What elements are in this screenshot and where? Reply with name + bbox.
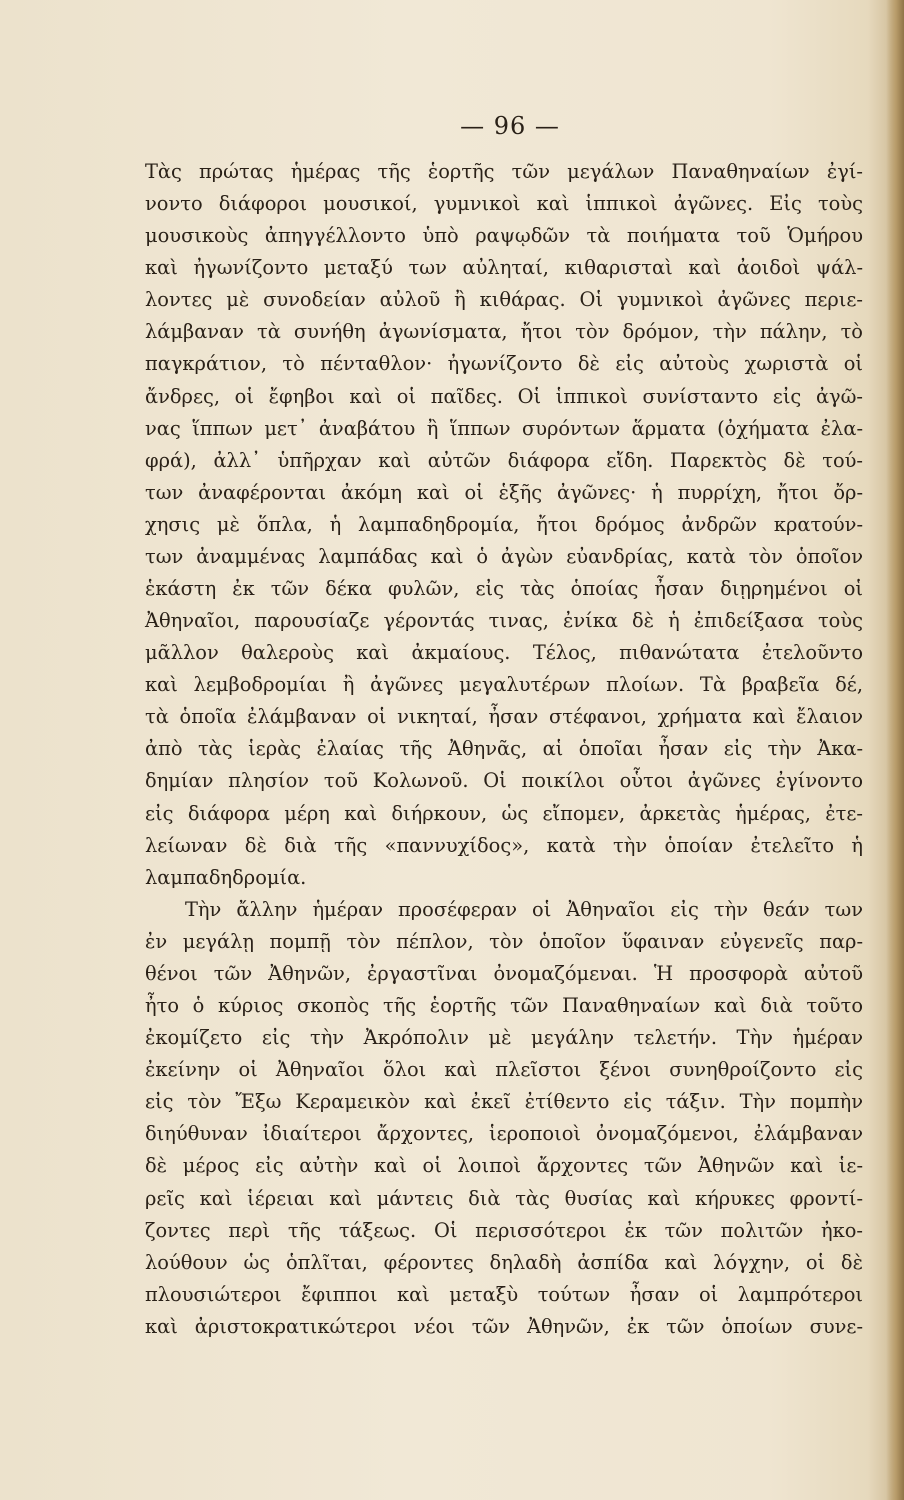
text-line: εἰς τὸν Ἔξω Κεραμεικὸν καὶ ἐκεῖ ἐτίθεντο εἰς τάξιν. Τὴν πομπὴν [145,1090,863,1114]
text-line: θένοι τῶν Ἀθηνῶν, ἐργαστῖναι ὀνομαζόμεναι. Ἡ προσφορὰ αὐτοῦ [145,961,863,985]
text-line: ἦτο ὁ κύριος σκοπὸς τῆς ἑορτῆς τῶν Παναθηναίων καὶ διὰ τοῦτο [145,994,863,1018]
text-line: μουσικοὺς ἀπηγγέλλοντο ὑπὸ ραψῳδῶν τὰ ποιήματα τοῦ Ὁμήρου [145,224,863,248]
text-line: διηύθυναν ἰδιαίτεροι ἄρχοντες, ἱεροποιοὶ ὀνομαζόμενοι, ἐλάμβαναν [145,1122,863,1146]
text-line: Τὴν ἄλλην ἡμέραν προσέφεραν οἱ Ἀθηναῖοι εἰς τὴν θεάν των [185,897,863,921]
text-line: καὶ ἠγωνίζοντο μεταξύ των αὐληταί, κιθαρισταὶ καὶ ἀοιδοὶ ψάλ- [145,256,863,280]
text-line: τὰ ὁποῖα ἐλάμβαναν οἱ νικηταί, ἦσαν στέφανοι, χρήματα καὶ ἔλαιον [145,705,863,729]
text-line: παγκράτιον, τὸ πένταθλον· ἠγωνίζοντο δὲ εἰς αὐτοὺς χωριστὰ οἱ [145,352,863,376]
text-line: ἐκομίζετο εἰς τὴν Ἀκρόπολιν μὲ μεγάλην τελετήν. Τὴν ἡμέραν [145,1026,863,1050]
text-line: χησις μὲ ὅπλα, ἡ λαμπαδηδρομία, ἤτοι δρόμος ἀνδρῶν κρατούν- [145,512,863,536]
text-line: ρεῖς καὶ ἱέρειαι καὶ μάντεις διὰ τὰς θυσίας καὶ κήρυκες φροντί- [145,1186,863,1210]
page-binding-edge [886,0,904,1500]
text-line: Ἀθηναῖοι, παρουσίαζε γέροντάς τινας, ἐνίκα δὲ ἡ ἐπιδείξασα τοὺς [145,609,863,633]
text-line: ζοντες περὶ τῆς τάξεως. Οἱ περισσότεροι ἐκ τῶν πολιτῶν ἠκο- [145,1218,863,1242]
text-line: λαμπαδηδρομία. [145,865,307,889]
text-line: λείωναν δὲ διὰ τῆς «παννυχίδος», κατὰ τὴν ὁποίαν ἐτελεῖτο ἡ [145,833,863,857]
text-line: φρά), ἀλλ᾽ ὑπῆρχαν καὶ αὐτῶν διάφορα εἴδη. Παρεκτὸς δὲ τού- [145,448,863,472]
text-line: δὲ μέρος εἰς αὐτὴν καὶ οἱ λοιποὶ ἄρχοντες τῶν Ἀθηνῶν καὶ ἱε- [145,1154,863,1178]
page-number: — 96 — [460,112,560,140]
text-line: λοντες μὲ συνοδείαν αὐλοῦ ἢ κιθάρας. Οἱ γυμνικοὶ ἀγῶνες περιε- [145,288,863,312]
paragraph [145,156,863,894]
text-line: καὶ ἀριστοκρατικώτεροι νέοι τῶν Ἀθηνῶν, ἐκ τῶν ὁποίων συνε- [145,1314,863,1338]
body-text [145,156,863,1343]
text-line: εἰς διάφορα μέρη καὶ διήρκουν, ὡς εἴπομεν, ἀρκετὰς ἡμέρας, ἐτε- [145,801,863,825]
text-line: ἐκείνην οἱ Ἀθηναῖοι ὅλοι καὶ πλεῖστοι ξένοι συνηθροίζοντο εἰς [145,1058,863,1082]
paragraph [145,894,863,1343]
text-line: νοντο διάφοροι μουσικοί, γυμνικοὶ καὶ ἱππικοὶ ἀγῶνες. Εἰς τοὺς [145,192,863,216]
text-line: των ἀναμμένας λαμπάδας καὶ ὁ ἀγὼν εὐανδρίας, κατὰ τὸν ὁποῖον [145,544,863,568]
text-line: Τὰς πρώτας ἡμέρας τῆς ἑορτῆς τῶν μεγάλων Παναθηναίων ἐγί- [145,160,863,183]
text-line: δημίαν πλησίον τοῦ Κολωνοῦ. Οἱ ποικίλοι οὗτοι ἀγῶνες ἐγίνοντο [145,769,863,793]
text-line: λούθουν ὡς ὁπλῖται, φέροντες δηλαδὴ ἀσπίδα καὶ λόγχην, οἱ δὲ [145,1250,863,1274]
text-line: ἐν μεγάλῃ πομπῇ τὸν πέπλον, τὸν ὁποῖον ὕφαιναν εὐγενεῖς παρ- [145,929,863,953]
text-line: ἀπὸ τὰς ἱερὰς ἐλαίας τῆς Ἀθηνᾶς, αἱ ὁποῖαι ἦσαν εἰς τὴν Ἀκα- [145,737,863,761]
text-line: ἑκάστη ἐκ τῶν δέκα φυλῶν, εἰς τὰς ὁποίας ἦσαν διῃρημένοι οἱ [145,577,863,601]
text-line: πλουσιώτεροι ἔφιπποι καὶ μεταξὺ τούτων ἦσαν οἱ λαμπρότεροι [145,1282,863,1306]
text-line: ἄνδρες, οἱ ἔφηβοι καὶ οἱ παῖδες. Οἱ ἱππικοὶ συνίσταντο εἰς ἀγῶ- [145,384,863,408]
text-line: μᾶλλον θαλεροὺς καὶ ἀκμαίους. Τέλος, πιθανώτατα ἐτελοῦντο [145,641,863,665]
text-line: λάμβαναν τὰ συνήθη ἀγωνίσματα, ἤτοι τὸν δρόμον, τὴν πάλην, τὸ [145,320,863,344]
text-line: νας ἵππων μετ᾽ ἀναβάτου ἢ ἵππων συρόντων ἅρματα (ὀχήματα ἐλα- [145,416,863,440]
text-line: καὶ λεμβοδρομίαι ἢ ἀγῶνες μεγαλυτέρων πλοίων. Τὰ βραβεῖα δέ, [145,673,863,697]
text-line: των ἀναφέρονται ἀκόμη καὶ οἱ ἑξῆς ἀγῶνες· ἡ πυρρίχη, ἤτοι ὄρ- [145,480,863,504]
